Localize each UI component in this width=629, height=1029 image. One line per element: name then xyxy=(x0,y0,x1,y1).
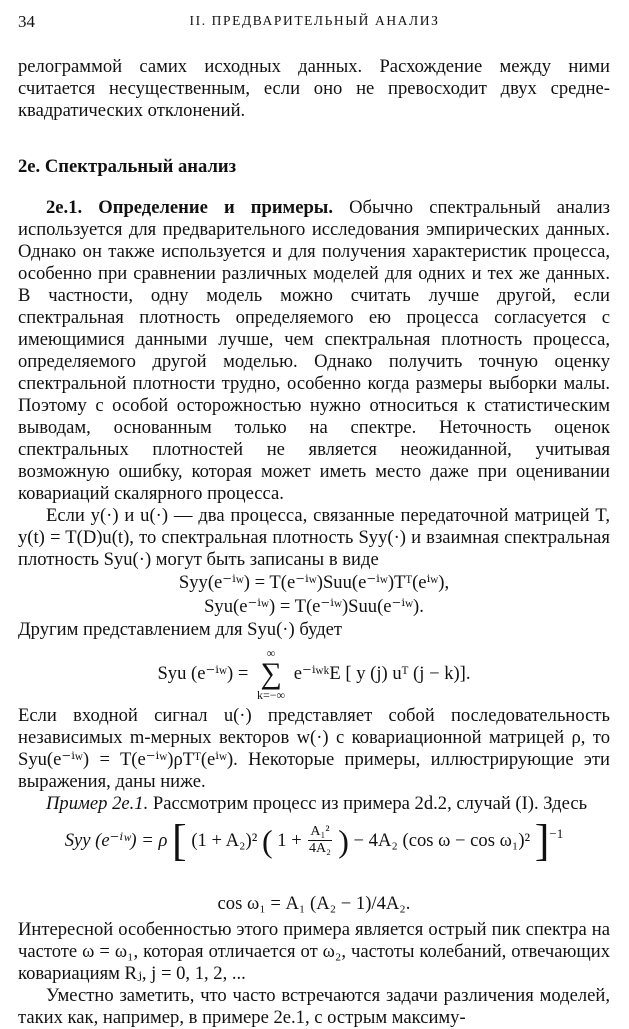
page-number: 34 xyxy=(18,12,35,31)
equation-cos-omega: cos ω₁ = A₁ (A₂ − 1)/4A₂. xyxy=(217,893,411,914)
paragraph-other-representation: Другим представлением для Syu(·) будет xyxy=(18,619,343,640)
sum-rhs: e⁻ⁱʷᵏE [ y (j) uᵀ (j − k)]. xyxy=(293,663,471,684)
sum-operator xyxy=(257,647,285,701)
left-paren: ( xyxy=(261,822,273,859)
paragraph-models: Уместно заметить, что часто встречаются задачи различения моделей, таких как, например, в примере 2e.1, с острым максиму- xyxy=(18,985,610,1028)
fraction-numerator: A₁² xyxy=(310,824,330,840)
left-bracket: [ xyxy=(172,815,187,865)
right-paren: ) xyxy=(338,822,349,859)
sum-upper-limit: ∞ xyxy=(266,646,276,660)
paragraph-white-noise: Если входной сигнал u(·) представляет собой последовательность независимых m-мерных векторов w(·) с ковариационной матрицей ρ, то Syu(e⁻ⁱʷ) = T(e⁻ⁱʷ)ρTᵀ(eⁱʷ). Некоторые примеры, иллюстрирующие эти выражения, даны ниже. xyxy=(18,705,610,792)
paragraph-example xyxy=(18,793,610,815)
equation-example-spectrum xyxy=(18,815,610,889)
paragraph-intro: релограммой самих исходных данных. Расхождение между ними считается несущественным, если оно не превосходит двух средне-квадратических отклонений. xyxy=(18,56,610,121)
subsection-title: 2e.1. Определение и примеры. xyxy=(46,197,333,218)
running-head: II. ПРЕДВАРИТЕЛЬНЫЙ АНАЛИЗ xyxy=(189,13,440,28)
term-a: (1 + A₂)² xyxy=(191,829,258,851)
section-title: 2e. Спектральный анализ xyxy=(18,156,237,177)
fraction xyxy=(308,824,331,857)
paragraph-definition xyxy=(18,197,610,505)
equation-spectral-density xyxy=(18,571,610,619)
example-lhs: Syy (e⁻ⁱʷ) = ρ xyxy=(64,829,168,851)
term-c: − 4A₂ (cos ω − cos ω₁)² xyxy=(353,829,531,851)
sigma-sign: ∑ xyxy=(260,657,282,690)
sum-lower-limit: k=−∞ xyxy=(257,688,286,702)
page-header xyxy=(0,8,629,32)
equation-syy: Syy(e⁻ⁱʷ) = T(e⁻ⁱʷ)Suu(e⁻ⁱʷ)Tᵀ(eⁱʷ), xyxy=(178,572,450,593)
fraction-denominator: 4A₂ xyxy=(308,841,331,857)
right-bracket: ] xyxy=(534,815,550,865)
paragraph-transfer: Если y(·) и u(·) — два процесса, связанные передаточной матрицей T, y(t) = T(D)u(t), то спектральная плотность Syy(·) и взаимная спектральная плотность Syu(·) могут быть записаны в виде xyxy=(18,505,610,570)
equation-cross-spectrum-sum xyxy=(18,641,610,705)
paragraph-example-text: Рассмотрим процесс из примера 2d.2, случай (I). Здесь xyxy=(152,793,588,814)
page-body xyxy=(18,56,610,1029)
example-label: Пример 2e.1. xyxy=(46,793,149,814)
sum-lhs: Syu (e⁻ⁱʷ) = xyxy=(157,663,249,684)
term-b: 1 + xyxy=(277,829,302,851)
paragraph-definition-text: Обычно спектральный анализ используется для предварительного исследования эмпирических данных. Однако он также используется и для получения характеристик процесса, особенно при сравнении различных моделей для одних и тех же данных. В частности, одну модель можно считать лучше другой, если спектральная плотность определяемого ею процесса согласуется с имеющимися данными лучше, чем спектральная плотность процесса, определяемого другой моделью. Однако получить точную оценку спектральной плотности трудно, особенно когда размеры выборки малы. Поэтому с особой осторожностью нужно относиться к статистическим выводам, основанным только на спектре. Неточность оценок спектральных плотностей не является неожиданной, учитывая возможную ошибку, которая может иметь место даже при оценивании ковариаций скалярного процесса. xyxy=(18,197,610,504)
equation-syu: Syu(e⁻ⁱʷ) = T(e⁻ⁱʷ)Suu(e⁻ⁱʷ). xyxy=(204,596,424,617)
bracket-exponent: −1 xyxy=(549,826,564,841)
paragraph-peak: Интересной особенностью этого примера является острый пик спектра на частоте ω = ω₁, которая отличается от ω₂, частоты колебаний, отвечающих ковариациям Rⱼ, j = 0, 1, 2, ... xyxy=(18,919,610,984)
